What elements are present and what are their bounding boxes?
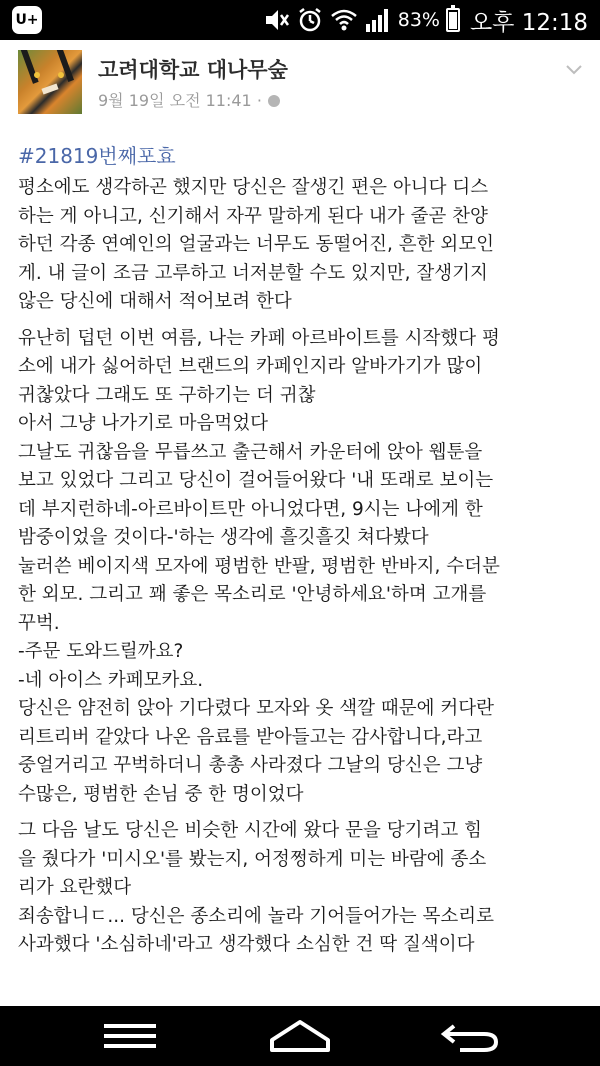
chevron-down-icon[interactable] bbox=[564, 60, 584, 80]
home-icon[interactable] bbox=[260, 1016, 340, 1056]
post-text-line: 밤중이었을 것이다-'하는 생각에 흘깃흘깃 쳐다봤다 bbox=[18, 527, 429, 548]
post-text-line: 평소에도 생각하곤 했지만 당신은 잘생긴 편은 아니다 디스 bbox=[18, 177, 489, 198]
post-text-line: -네 아이스 카페모카요. bbox=[18, 669, 204, 691]
battery-icon bbox=[446, 8, 460, 32]
post-text-line: 보고 있었다 그리고 당신이 걸어들어왔다 '내 또래로 보이는 bbox=[18, 470, 494, 491]
post-body bbox=[18, 174, 584, 968]
post-text-line: 수많은, 평범한 손님 중 한 명이었다 bbox=[18, 783, 304, 805]
post-text-line: 데 부지런하네-아르바이트만 아니었다면, 9시는 나에게 한 bbox=[18, 498, 483, 520]
post-text-line: 눌러쓴 베이지색 모자에 평범한 반팔, 평범한 반바지, 수더분 bbox=[18, 555, 500, 577]
post-text-line: 그날도 귀찮음을 무릅쓰고 출근해서 카운터에 앉아 웹툰을 bbox=[18, 441, 483, 463]
post-text-line: 중얼거리고 꾸벅하더니 총총 사라졌다 그날의 당신은 그냥 bbox=[18, 755, 483, 776]
status-time: 오후 12:18 bbox=[469, 9, 588, 36]
back-icon[interactable] bbox=[430, 1016, 510, 1056]
mute-icon bbox=[262, 6, 290, 34]
post-text-line: 그 다음 날도 당신은 비슷한 시간에 왔다 문을 당기려고 힘 bbox=[18, 820, 482, 841]
post-text-line: 당신은 얌전히 앉아 기다렸다 모자와 옷 색깔 때문에 커다란 bbox=[18, 698, 494, 719]
post-meta bbox=[98, 88, 280, 111]
post-text-line: 아서 그냥 나가기로 마음먹었다 bbox=[18, 413, 268, 434]
post-text-line: 하는 게 아니고, 신기해서 자꾸 말하게 된다 내가 줄곧 찬양 bbox=[18, 205, 488, 227]
post-text-line: 소에 내가 싫어하던 브랜드의 카페인지라 알바가기가 많이 bbox=[18, 356, 483, 377]
alarm-icon bbox=[296, 6, 324, 34]
post-text-line: 유난히 덥던 이번 여름, 나는 카페 아르바이트를 시작했다 평 bbox=[18, 327, 500, 349]
post-paragraph bbox=[18, 325, 584, 810]
page-name[interactable]: 고려대학교 대나무숲 bbox=[98, 58, 288, 82]
post-timestamp[interactable]: 9월 19일 오전 11:41 · bbox=[98, 91, 262, 110]
signal-icon bbox=[364, 6, 392, 34]
post-text-line: 하던 각종 연예인의 얼굴과는 너무도 동떨어진, 흔한 외모인 bbox=[18, 234, 494, 255]
post-text-line: 게. 내 글이 조금 고루하고 너저분할 수도 있지만, 잘생기지 bbox=[18, 262, 488, 284]
post-text-line: 사과했다 '소심하네'라고 생각했다 소심한 건 딱 질색이다 bbox=[18, 934, 475, 955]
post-text-line: 꾸벅. bbox=[18, 612, 60, 634]
post-content[interactable] bbox=[0, 40, 600, 1006]
battery-fill bbox=[449, 12, 457, 29]
wifi-icon bbox=[330, 6, 358, 34]
post-text-line: 을 줬다가 '미시오'를 봤는지, 어정쩡하게 미는 바람에 종소 bbox=[18, 848, 487, 870]
post-header bbox=[0, 40, 600, 120]
post-paragraph bbox=[18, 817, 584, 960]
post-text-line: 한 외모. 그리고 꽤 좋은 목소리로 '안녕하세요'하며 고개를 bbox=[18, 584, 487, 605]
hashtag-link[interactable]: #21819번째포효 bbox=[18, 144, 176, 168]
post-text-line: 귀찮았다 그래도 또 구하기는 더 귀찮 bbox=[18, 384, 316, 406]
status-bar bbox=[0, 0, 600, 40]
post-text-line: 죄송합니ㄷ... 당신은 종소리에 놀라 기어들어가는 목소리로 bbox=[18, 905, 494, 927]
post-text-line: -주문 도와드릴까요? bbox=[18, 641, 184, 662]
page-avatar[interactable] bbox=[18, 50, 82, 114]
post-text-line: 리트리버 같았다 나온 음료를 받아들고는 감사합니다,라고 bbox=[18, 726, 483, 748]
post-text-line: 않은 당신에 대해서 적어보려 한다 bbox=[18, 291, 292, 312]
app-badge-icon: U+ bbox=[12, 6, 42, 34]
menu-icon[interactable] bbox=[90, 1016, 170, 1056]
navigation-bar bbox=[0, 1006, 600, 1066]
post-paragraph bbox=[18, 174, 584, 317]
globe-icon bbox=[268, 95, 280, 107]
battery-percent: 83% bbox=[397, 9, 440, 31]
post-text-line: 리가 요란했다 bbox=[18, 877, 132, 898]
